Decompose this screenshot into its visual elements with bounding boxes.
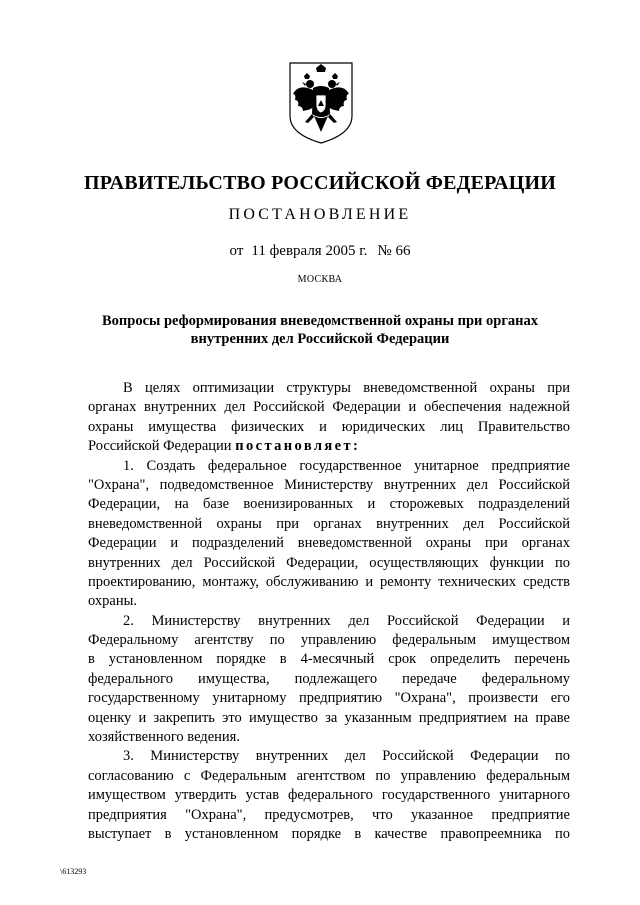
- text-line: охраны имущества физических и юридических лиц Правительство: [88, 418, 570, 435]
- text-fragment: Российской Федерации: [88, 438, 232, 455]
- date-line: [0, 243, 640, 260]
- text-line: 2. Министерству внутренних дел Российской Федерации и: [123, 612, 570, 629]
- text-line: хозяйственного ведения.: [88, 729, 240, 746]
- date-prefix: от: [229, 243, 244, 259]
- text-line: Федерации и подразделений вневедомственной охраны при органах: [88, 535, 570, 552]
- document-body: [88, 379, 570, 844]
- document-code: \613293: [60, 867, 87, 876]
- text-line: внутренних дел Российской Федерации, осуществляющих функции по: [88, 554, 570, 571]
- russian-coat-of-arms-icon: [287, 60, 355, 146]
- document-number: № 66: [377, 243, 411, 259]
- text-line: оценку и закрепить это имущество за указанным предприятием на праве: [88, 709, 570, 726]
- document-type: ПОСТАНОВЛЕНИЕ: [228, 206, 412, 223]
- document-subject: [0, 312, 640, 348]
- text-line: выступает в установленном порядке в качестве правопреемника по: [88, 825, 570, 842]
- subject-line: Вопросы реформирования вневедомственной охраны при органах: [101, 313, 539, 329]
- text-line: федерального имущества, подлежащего передаче федеральному: [88, 670, 570, 687]
- text-line: Федеральному агентству по управлению федеральным имуществом: [88, 632, 570, 649]
- text-line: "Охрана", подведомственное Министерству внутренних дел Российской: [88, 476, 570, 493]
- text-line: 3. Министерству внутренних дел Российской Федерации по: [123, 748, 570, 765]
- document-date: 11 февраля 2005 г.: [251, 243, 368, 259]
- text-line: [88, 437, 570, 456]
- text-line: 1. Создать федеральное государственное унитарное предприятие: [123, 457, 570, 474]
- text-line: охраны.: [88, 593, 137, 610]
- text-line: проектированию, монтажу, обслуживанию и ремонту технических средств: [88, 573, 570, 590]
- text-fragment: :: [353, 438, 361, 455]
- government-title: ПРАВИТЕЛЬСТВО РОССИЙСКОЙ ФЕДЕРАЦИИ: [84, 172, 556, 194]
- city: МОСКВА: [297, 274, 343, 285]
- text-line: Федерации, на базе военизированных и сторожевых подразделений: [88, 496, 570, 513]
- subject-line: внутренних дел Российской Федерации: [190, 331, 450, 347]
- text-line: государственному унитарному предприятию "Охрана", произвести его: [88, 690, 570, 707]
- text-line: В целях оптимизации структуры вневедомственной охраны при: [123, 380, 570, 396]
- text-line: органах внутренних дел Российской Федерации и обеспечения надежной: [88, 399, 570, 416]
- text-line: согласованию с Федеральным агентством по управлению федеральным: [88, 767, 570, 784]
- text-line: в установленном порядке в 4-месячный срок определить перечень: [88, 651, 570, 668]
- text-line: предприятия "Охрана", предусмотрев, что указанное предприятие: [88, 806, 570, 823]
- resolution-keyword: постановляет: [235, 438, 354, 455]
- text-line: имуществом утвердить устав федерального государственного унитарного: [88, 787, 570, 804]
- text-line: вневедомственной охраны при органах внутренних дел Российской: [88, 515, 570, 532]
